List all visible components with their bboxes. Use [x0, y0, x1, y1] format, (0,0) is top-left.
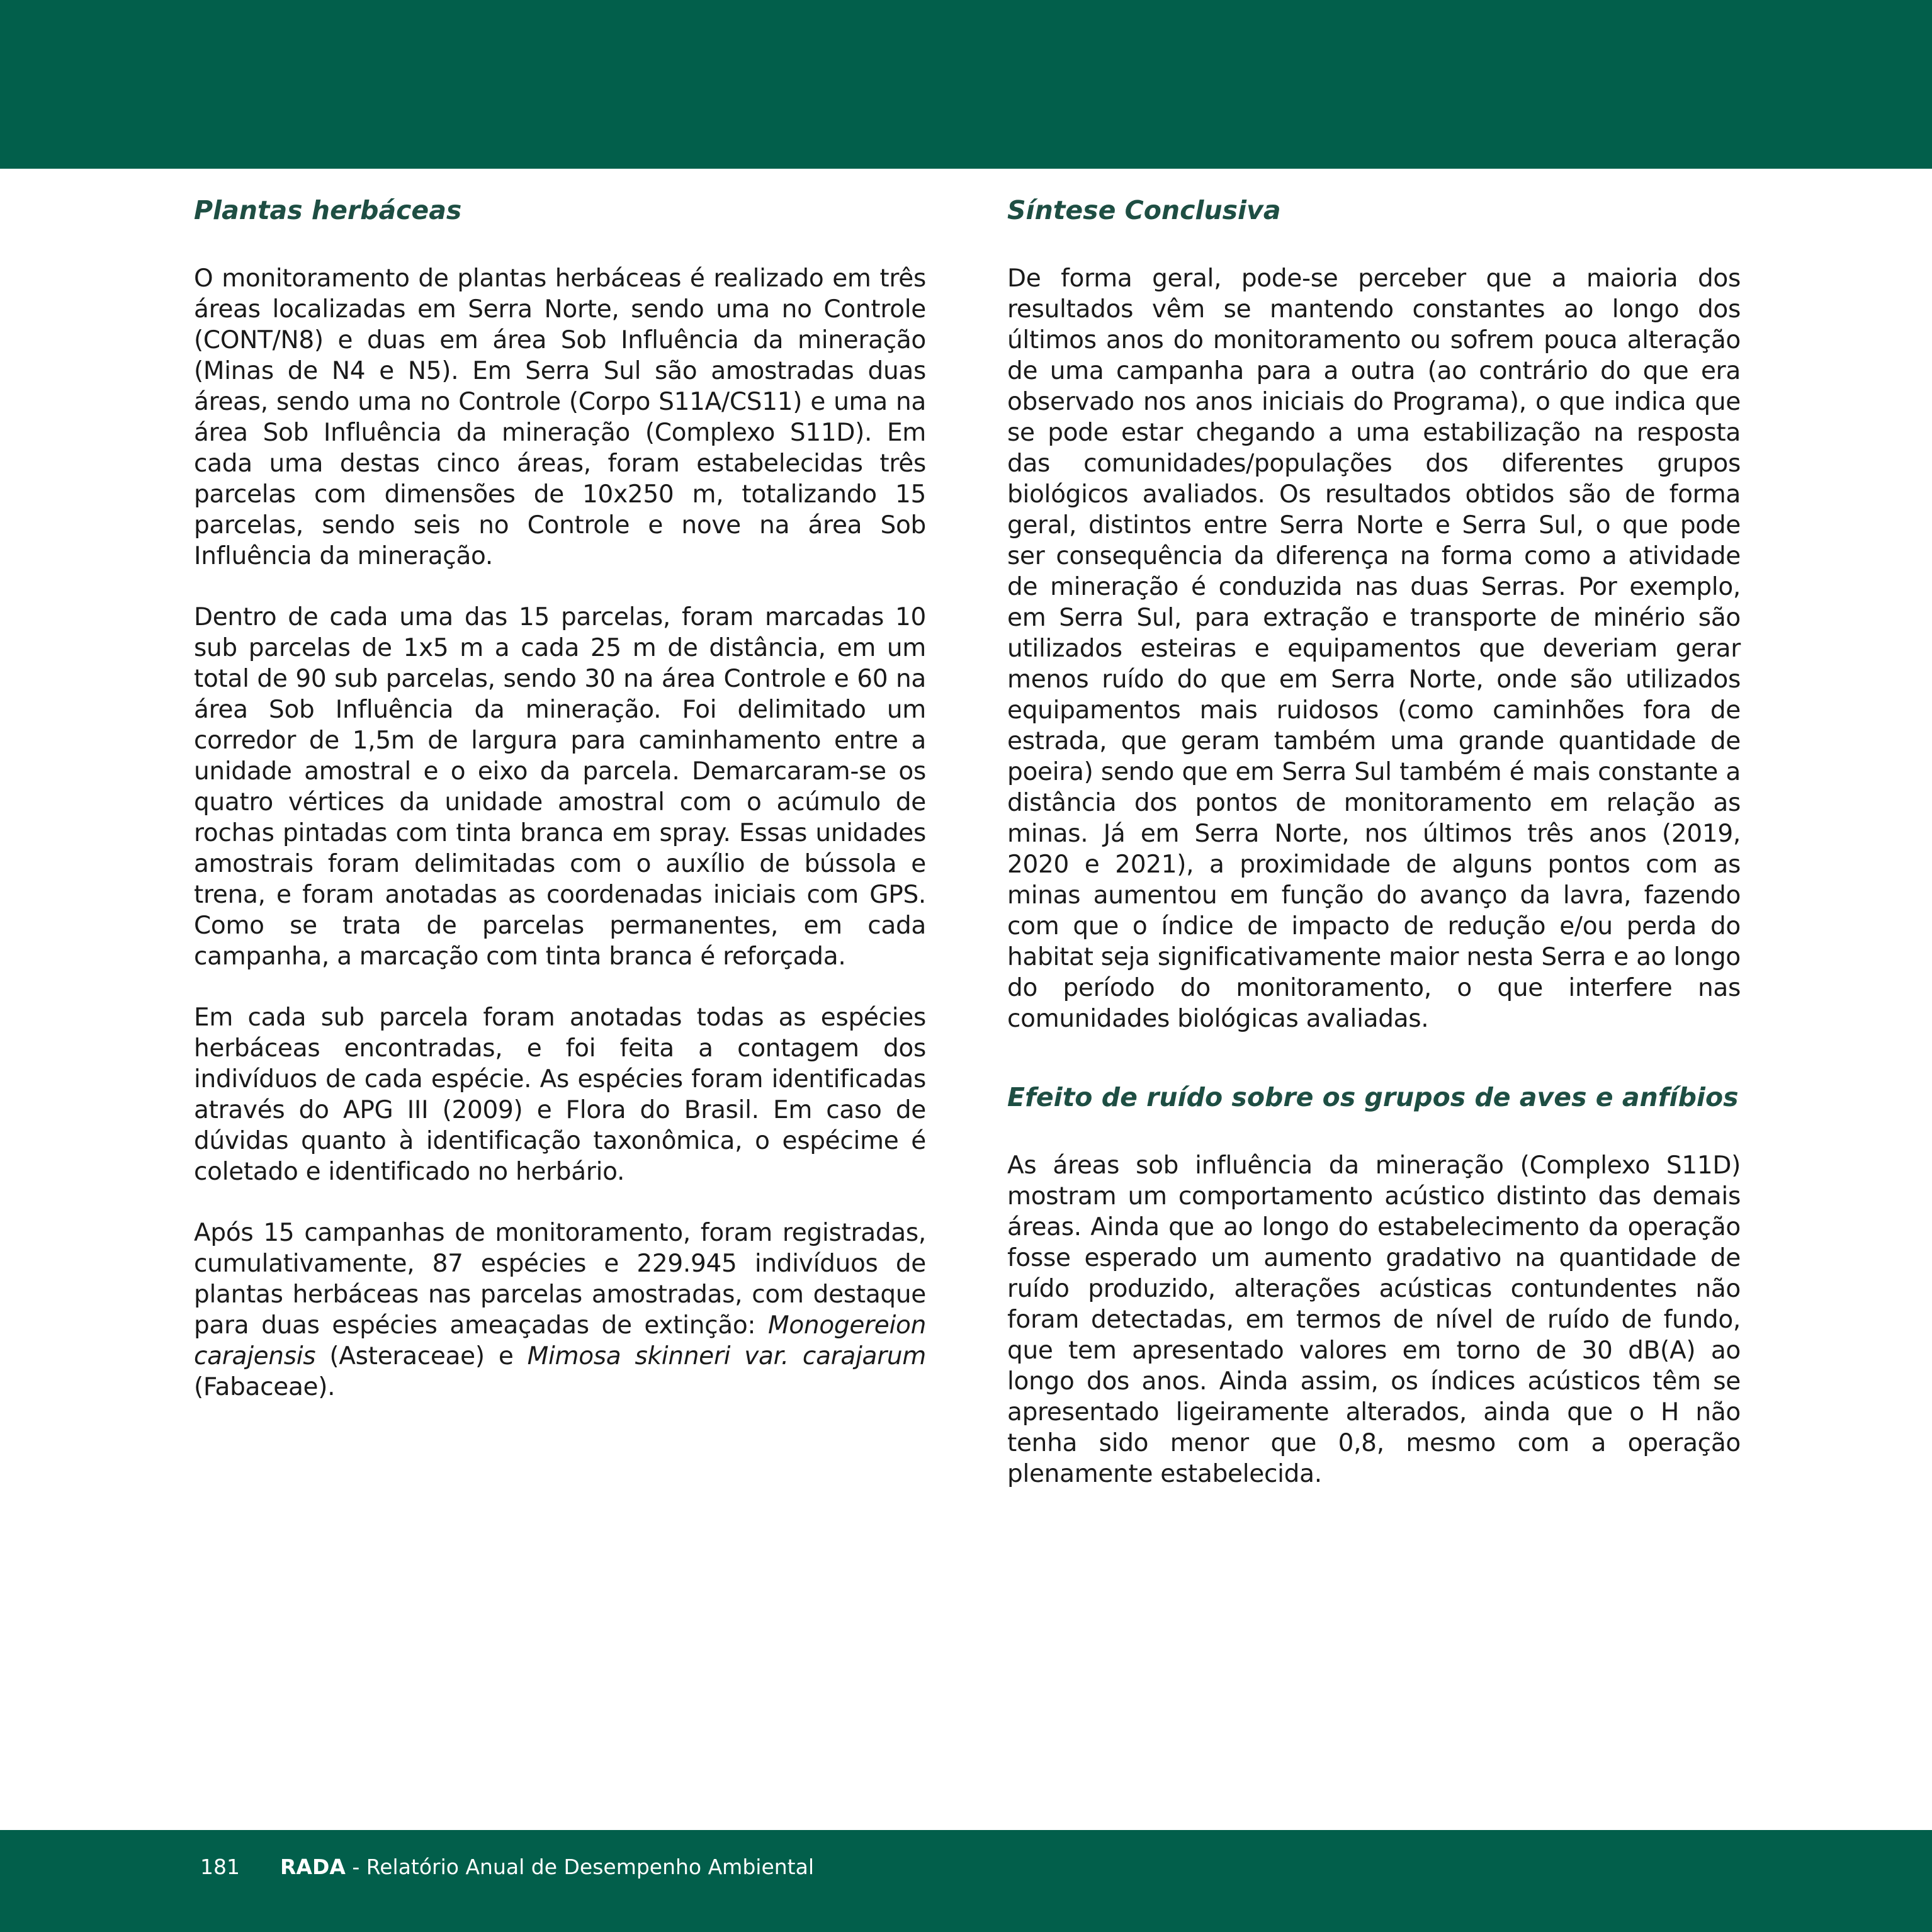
- left-column: [194, 188, 926, 1433]
- footer-title: - Relatório Anual de Desempenho Ambiental: [345, 1855, 814, 1879]
- section-heading-efeito-de-ruido: Efeito de ruído sobre os grupos de aves e anfíbios: [1007, 1082, 1739, 1112]
- footer: [200, 1853, 814, 1881]
- paragraph: Dentro de cada uma das 15 parcelas, foram marcadas 10 sub parcelas de 1x5 m a cada 25 m de distância, em um total de 90 sub parcelas, sendo 30 na área Controle e 60 na área Sob Influência da mineração. Foi delimitado um corredor de 1,5m de largura para caminhamento entre a unidade amostral e o eixo da parcela. Demarcaram-se os quatro vértices da unidade amostral com o acúmulo de rochas pintadas com tinta branca em spray. Essas unidades amostrais foram delimitadas com o auxílio de bússola e trena, e foram anotadas as coordenadas iniciais com GPS. Como se trata de parcelas permanentes, em cada campanha, a marcação com tinta branca é reforçada.: [194, 603, 926, 971]
- footer-brand: RADA: [280, 1855, 346, 1879]
- paragraph: Em cada sub parcela foram anotadas todas as espécies herbáceas encontradas, e foi feita a contagem dos indivíduos de cada espécie. As espécies foram identificadas através do APG III (2009) e Flora do Brasil. Em caso de dúvidas quanto à identificação taxonômica, o espécime é coletado e identificado no herbário.: [194, 1003, 926, 1186]
- paragraph-text: (Fabaceae).: [194, 1373, 336, 1401]
- paragraph: [194, 1217, 926, 1403]
- section-heading-plantas-herbaceas: Plantas herbáceas: [194, 195, 462, 225]
- section-heading-sintese-conclusiva: Síntese Conclusiva: [1007, 195, 1281, 225]
- paragraph: De forma geral, pode-se perceber que a maioria dos resultados vêm se mantendo constantes ao longo dos últimos anos do monitoramento ou sofrem pouca alteração de uma campanha para a outra (ao contrário do que era observado nos anos iniciais do Programa), o que indica que se pode estar chegando a uma estabilização na resposta das comunidades/populações dos diferentes grupos biológicos avaliados. Os resultados obtidos são de forma geral, distintos entre Serra Norte e Serra Sul, o que pode ser consequência da diferença na forma como a atividade de mineração é conduzida nas duas Serras. Por exemplo, em Serra Sul, para extração e transporte de minério são utilizados esteiras e equipamentos que deveriam gerar menos ruído do que em Serra Norte, onde são utilizados equipamentos mais ruidosos (como caminhões fora de estrada, que geram também uma grande quantidade de poeira) sendo que em Serra Sul também é mais constante a distância dos pontos de monitoramento em relação as minas. Já em Serra Norte, nos últimos três anos (2019, 2020 e 2021), a proximidade de alguns pontos com as minas aumentou em função do avanço da lavra, fazendo com que o índice de impacto de redução e/ou perda do habitat seja significativamente maior nesta Serra e ao longo do período do monitoramento, o que interfere nas comunidades biológicas avaliadas.: [1007, 264, 1741, 1033]
- species-name: Mimosa skinneri var. carajarum: [527, 1342, 926, 1370]
- header-band: [0, 0, 1932, 169]
- species-name: Monogereion carajensis: [194, 1311, 926, 1370]
- paragraph: O monitoramento de plantas herbáceas é realizado em três áreas localizadas em Serra Norte, sendo uma no Controle (CONT/N8) e duas em área Sob Influência da mineração (Minas de N4 e N5). Em Serra Sul são amostradas duas áreas, sendo uma no Controle (Corpo S11A/CS11) e uma na área Sob Influência da mineração (Complexo S11D). Em cada uma destas cinco áreas, foram estabelecidas três parcelas com dimensões de 10x250 m, totalizando 15 parcelas, sendo seis no Controle e nove na área Sob Influência da mineração.: [194, 264, 926, 570]
- paragraph-text: (Asteraceae) e: [315, 1342, 528, 1370]
- paragraph: As áreas sob influência da mineração (Complexo S11D) mostram um comportamento acústico distinto das demais áreas. Ainda que ao longo do estabelecimento da operação fosse esperado um aumento gradativo na quantidade de ruído produzido, alterações acústicas contundentes não foram detectadas, em termos de nível de ruído de fundo, que tem apresentado valores em torno de 30 dB(A) ao longo dos anos. Ainda assim, os índices acústicos têm se apresentado ligeiramente alterados, ainda que o H não tenha sido menor que 0,8, mesmo com a operação plenamente estabelecida.: [1007, 1151, 1741, 1488]
- page-number: 181: [200, 1855, 240, 1879]
- right-column: [1007, 188, 1741, 1520]
- footer-band: [0, 1830, 1932, 1932]
- paragraph-text: Após 15 campanhas de monitoramento, foram registradas, cumulativamente, 87 espécies e 229.945 indivíduos de plantas herbáceas nas parcelas amostradas, com destaque para duas espécies ameaçadas de extinção:: [194, 1219, 926, 1340]
